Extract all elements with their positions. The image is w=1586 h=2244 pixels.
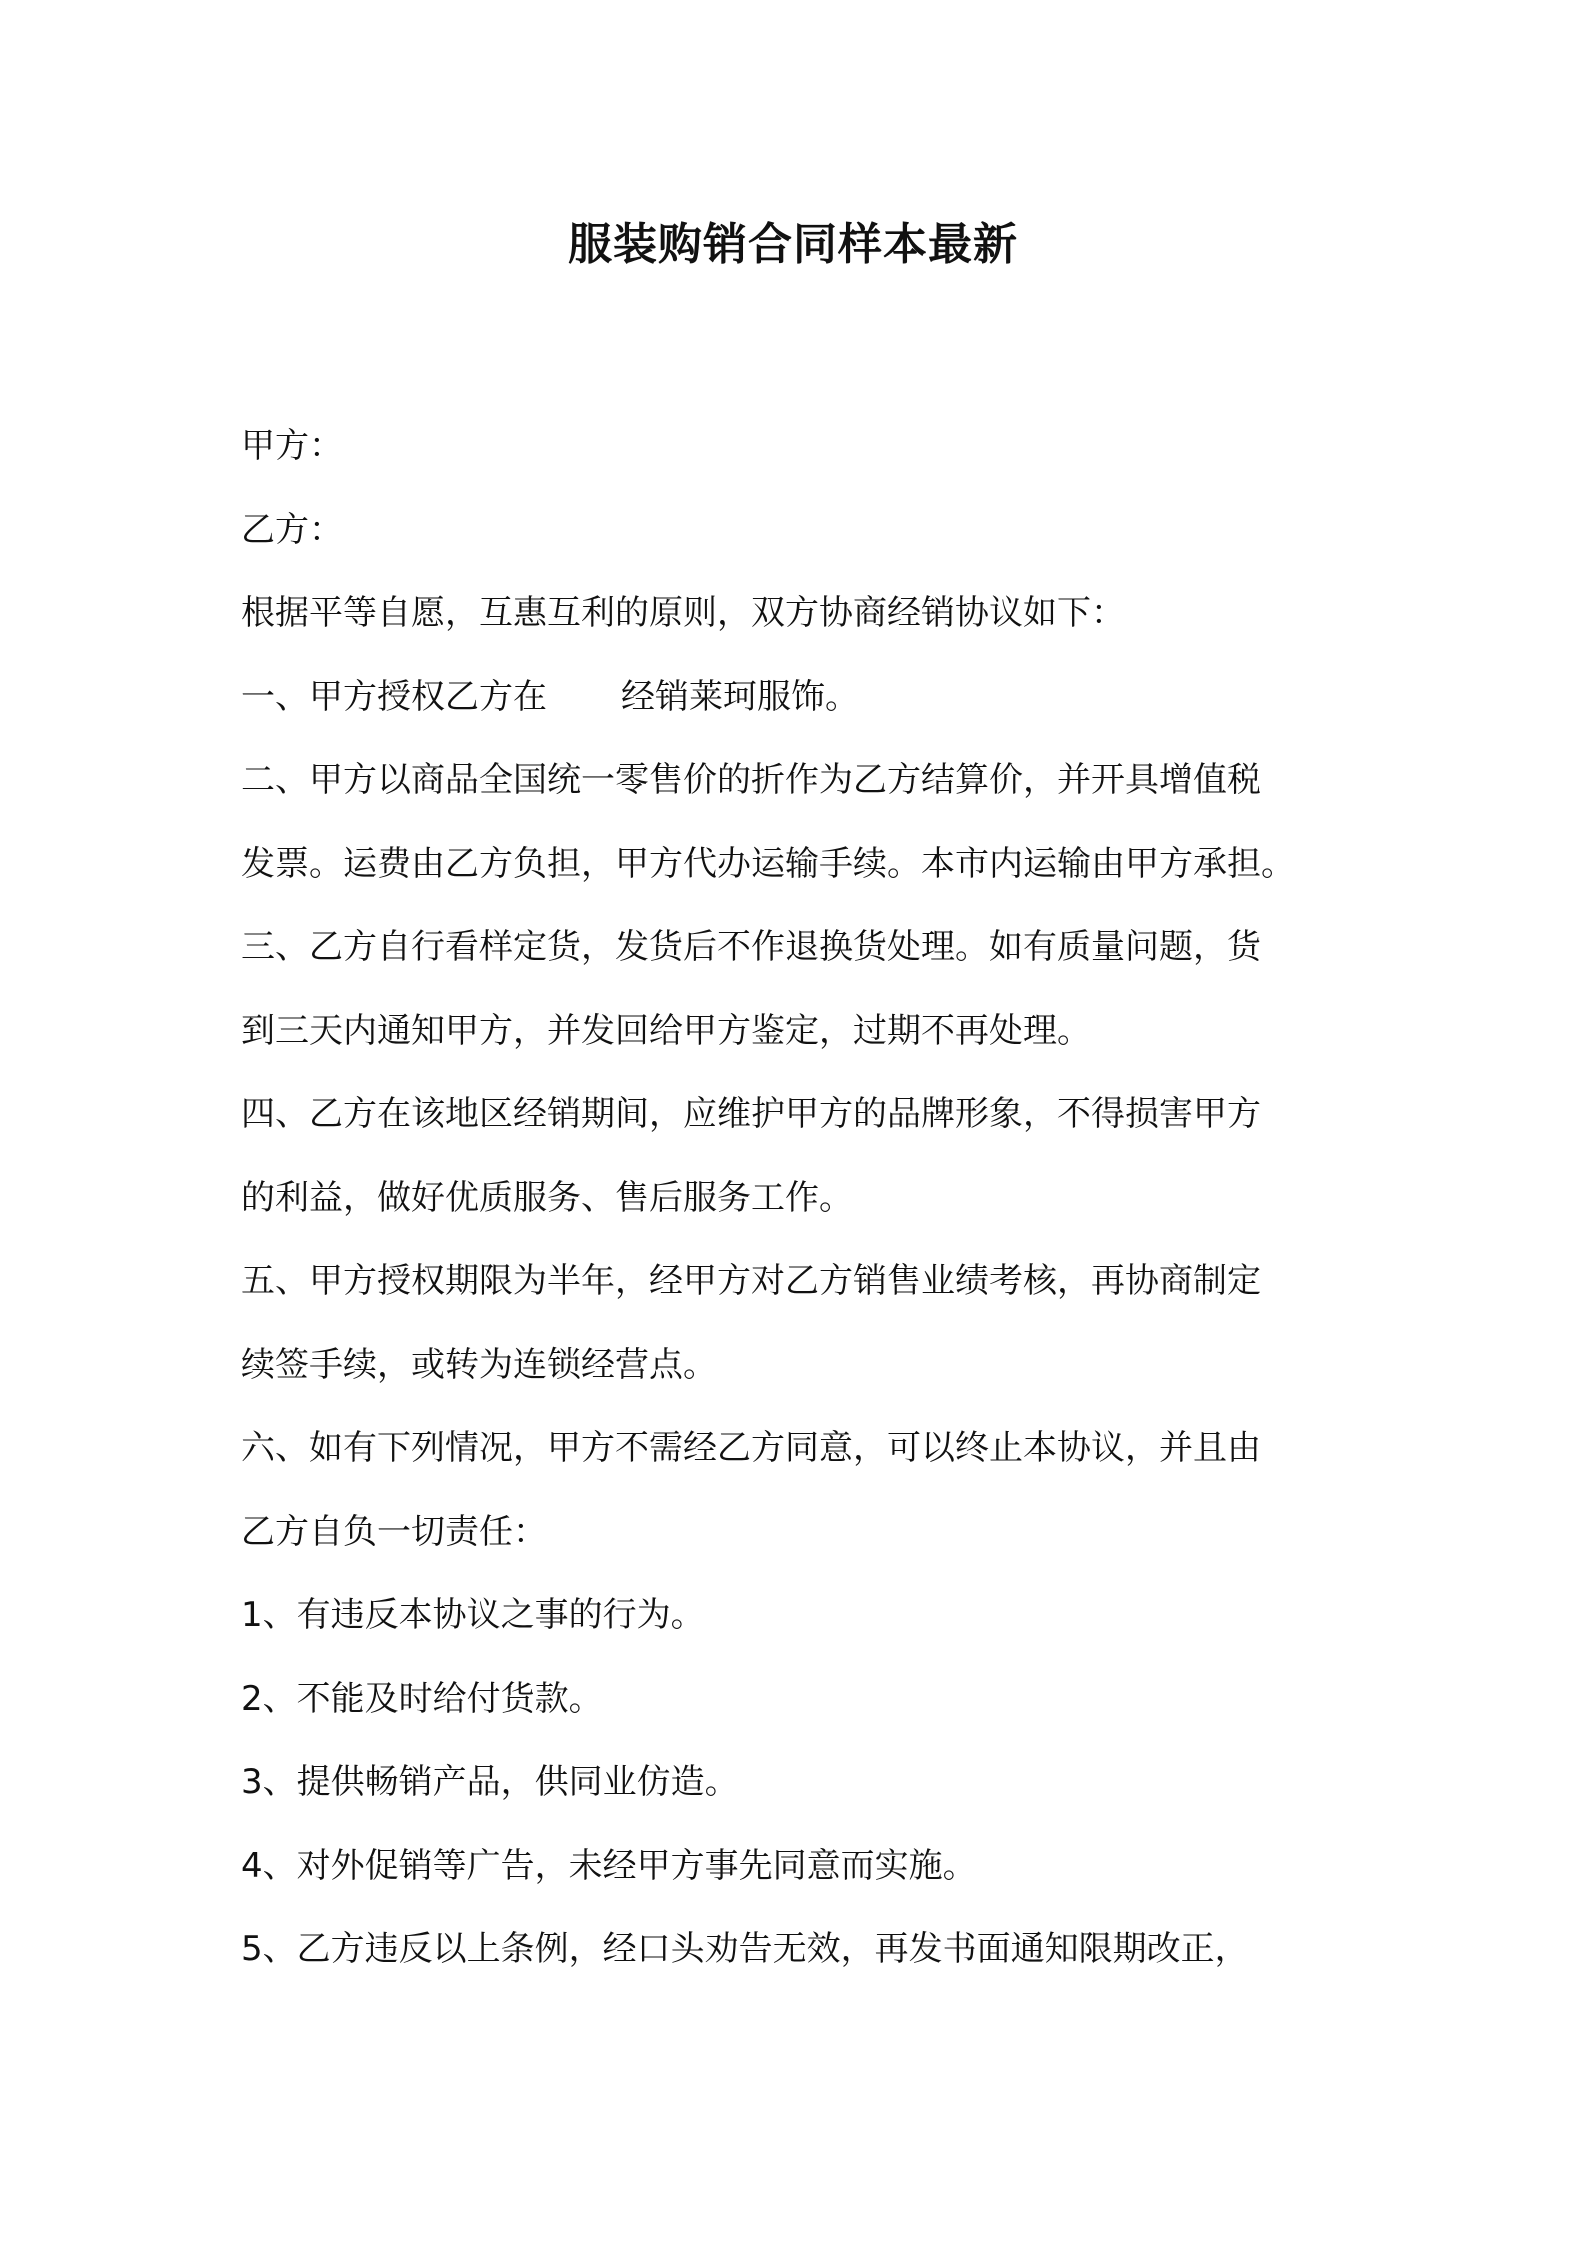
clause-1-part-a: 一、甲方授权乙方在 <box>241 676 547 717</box>
clause-1-part-b: 经销莱珂服饰。 <box>621 676 859 717</box>
clause-6-line-2: 乙方自负一切责任： <box>241 1511 547 1552</box>
clause-4-line-1: 四、乙方在该地区经销期间，应维护甲方的品牌形象，不得损害甲方 <box>241 1094 1261 1134</box>
party-a-line: 甲方： <box>241 426 343 466</box>
list-item-5: 5、乙方违反以上条例，经口头劝告无效，再发书面通知限期改正， <box>241 1929 1249 1969</box>
list-item-1: 1、有违反本协议之事的行为。 <box>241 1595 705 1635</box>
clause-2-line-1: 二、甲方以商品全国统一零售价的折作为乙方结算价，并开具增值税 <box>241 760 1261 800</box>
list-item-2: 2、不能及时给付货款。 <box>241 1678 603 1719</box>
list-item-3: 3、提供畅销产品，供同业仿造。 <box>241 1762 739 1802</box>
clause-3-line-1: 三、乙方自行看样定货，发货后不作退换货处理。如有质量问题，货 <box>241 927 1261 967</box>
party-b-line: 乙方： <box>241 509 343 550</box>
preamble-line: 根据平等自愿，互惠互利的原则，双方协商经销协议如下： <box>241 593 1125 633</box>
clause-1-line <box>241 656 1361 740</box>
clause-5-line-2: 续签手续，或转为连锁经营点。 <box>241 1344 717 1385</box>
list-item-4: 4、对外促销等广告，未经甲方事先同意而实施。 <box>241 1845 977 1886</box>
clause-3-line-2: 到三天内通知甲方，并发回给甲方鉴定，过期不再处理。 <box>241 1010 1091 1051</box>
clause-6-line-1: 六、如有下列情况，甲方不需经乙方同意，可以终止本协议，并且由 <box>241 1428 1261 1468</box>
clause-4-line-2: 的利益，做好优质服务、售后服务工作。 <box>241 1177 853 1218</box>
clause-5-line-1: 五、甲方授权期限为半年，经甲方对乙方销售业绩考核，再协商制定 <box>241 1261 1261 1301</box>
document-body <box>241 405 1361 1992</box>
document-title: 服装购销合同样本最新 <box>568 219 1018 270</box>
clause-2-line-2: 发票。运费由乙方负担，甲方代办运输手续。本市内运输由甲方承担。 <box>241 843 1295 884</box>
